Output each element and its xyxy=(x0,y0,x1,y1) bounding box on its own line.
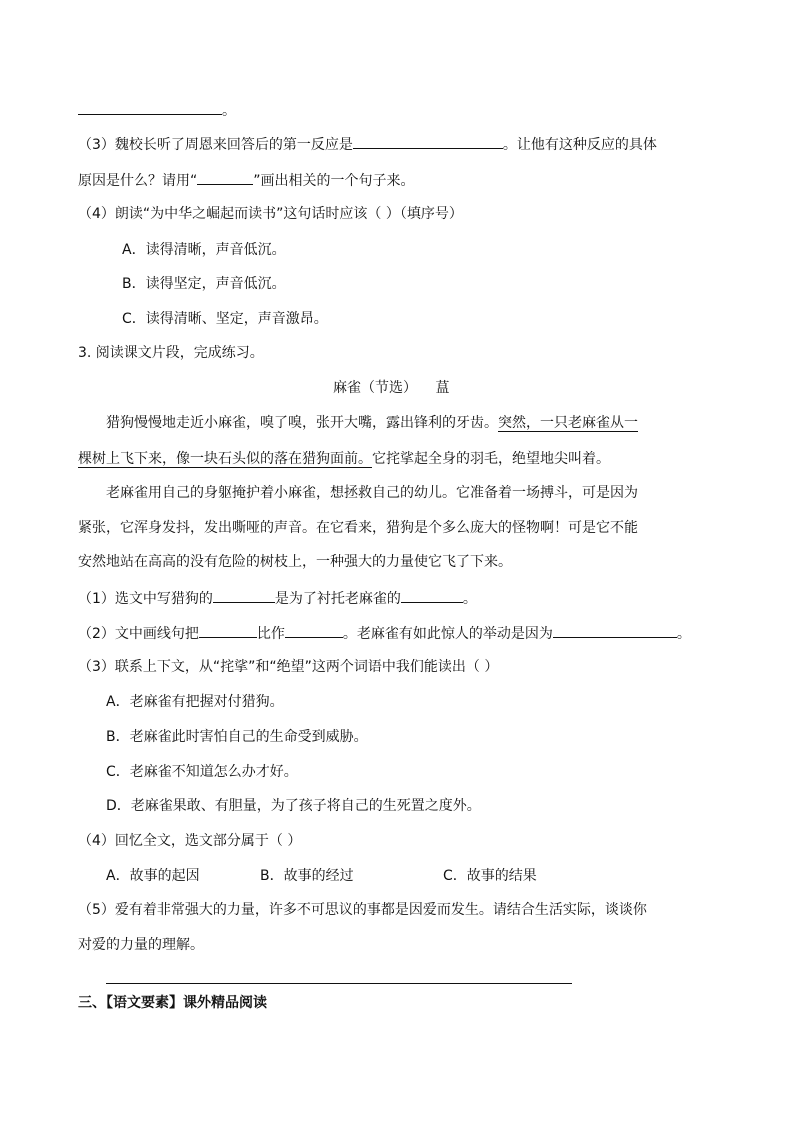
question-5-line1: （5）爱有着非常强大的力量，许多不可思议的事都是因爱而发生。请结合生活实际，谈谈你 xyxy=(78,902,647,918)
part-3-heading: 三、【语文要素】课外精品阅读 xyxy=(78,995,267,1011)
answer-blank[interactable] xyxy=(213,588,275,603)
passage-p2-line2: 紧张，它浑身发抖，发出嘶哑的声音。在它看来，猎狗是个多么庞大的怪物啊！可是它不能 xyxy=(78,520,638,536)
answer-blank[interactable] xyxy=(353,134,503,149)
question-text: （3）魏校长听了周恩来回答后的第一反应是 xyxy=(78,137,353,153)
option-a[interactable]: A．读得清晰，声音低沉。 xyxy=(122,242,286,258)
question-1 xyxy=(78,588,477,609)
period: 。 xyxy=(222,103,236,119)
question-text: 。老麻雀有如此惊人的举动是因为 xyxy=(342,626,553,642)
question-5-line2: 对爱的力量的理解。 xyxy=(78,937,204,953)
passage-p2-line1: 老麻雀用自己的身躯掩护着小麻雀，想拯救自己的幼儿。它准备着一场搏斗，可是因为 xyxy=(106,485,638,501)
option-a[interactable]: A．故事的起因 xyxy=(106,868,200,884)
underlined-sentence: 棵树上飞下来，像一块石头似的落在猎狗面前。 xyxy=(78,451,372,467)
passage-title xyxy=(333,378,449,398)
answer-blank[interactable] xyxy=(401,588,463,603)
underlined-sentence: 突然，一只老麻雀从一 xyxy=(498,415,638,431)
option-b[interactable]: B．老麻雀此时害怕自己的生命受到威胁。 xyxy=(106,729,368,745)
option-a[interactable]: A．老麻雀有把握对付猎狗。 xyxy=(106,694,284,710)
passage-p2-line3: 安然地站在高高的没有危险的树枝上，一种强大的力量使它飞了下来。 xyxy=(78,554,512,570)
passage-p1-line2 xyxy=(78,449,610,469)
answer-blank[interactable] xyxy=(285,623,343,638)
answer-blank[interactable] xyxy=(197,170,253,185)
option-b[interactable]: B．故事的经过 xyxy=(260,868,354,884)
question-3a-line2 xyxy=(78,170,415,191)
question-4a: （4）朗读“为中华之崛起而读书”这句话时应该（ ）（填序号） xyxy=(78,206,463,222)
question-text: ”画出相关的一个句子来。 xyxy=(253,173,415,189)
question-3: （3）联系上下文，从“挓挲”和“绝望”这两个词语中我们能读出（ ） xyxy=(78,659,499,675)
question-text: （1）选文中写猎狗的 xyxy=(78,591,213,607)
passage-p1-line1 xyxy=(106,413,638,433)
question-text: 。让他有这种反应的具体 xyxy=(502,137,657,153)
option-d[interactable]: D．老麻雀果敢、有胆量，为了孩子将自己的生死置之度外。 xyxy=(106,798,481,814)
passage-title-mark: 蒀 xyxy=(435,380,450,396)
option-b[interactable]: B．读得坚定，声音低沉。 xyxy=(122,276,286,292)
period: 。 xyxy=(676,626,691,642)
passage-text: 它挓挲起全身的羽毛，绝望地尖叫着。 xyxy=(372,451,610,467)
answer-blank[interactable] xyxy=(199,623,257,638)
period: 。 xyxy=(462,591,477,607)
question-text: 是为了衬托老麻雀的 xyxy=(274,591,401,607)
passage-text: 猎狗慢慢地走近小麻雀，嗅了嗅，张开大嘴，露出锋利的牙齿。 xyxy=(106,415,498,431)
question-4: （4）回忆全文，选文部分属于（ ） xyxy=(78,833,302,849)
section-3-heading: 3. 阅读课文片段，完成练习。 xyxy=(78,345,264,361)
answer-line[interactable] xyxy=(106,983,572,984)
question-3a xyxy=(78,134,657,155)
question-text: （2）文中画线句把 xyxy=(78,626,199,642)
passage-title-text: 麻雀（节选） xyxy=(333,380,417,396)
answer-blank[interactable] xyxy=(78,100,222,115)
option-c[interactable]: C．老麻雀不知道怎么办才好。 xyxy=(106,764,298,780)
question-text: 比作 xyxy=(256,626,285,642)
option-c[interactable]: C．故事的结果 xyxy=(443,868,537,884)
question-text: 原因是什么？请用“ xyxy=(78,173,198,189)
answer-line-prev xyxy=(78,100,236,121)
option-c[interactable]: C．读得清晰、坚定，声音激昂。 xyxy=(122,311,328,327)
answer-blank[interactable] xyxy=(553,623,677,638)
question-2 xyxy=(78,623,691,644)
